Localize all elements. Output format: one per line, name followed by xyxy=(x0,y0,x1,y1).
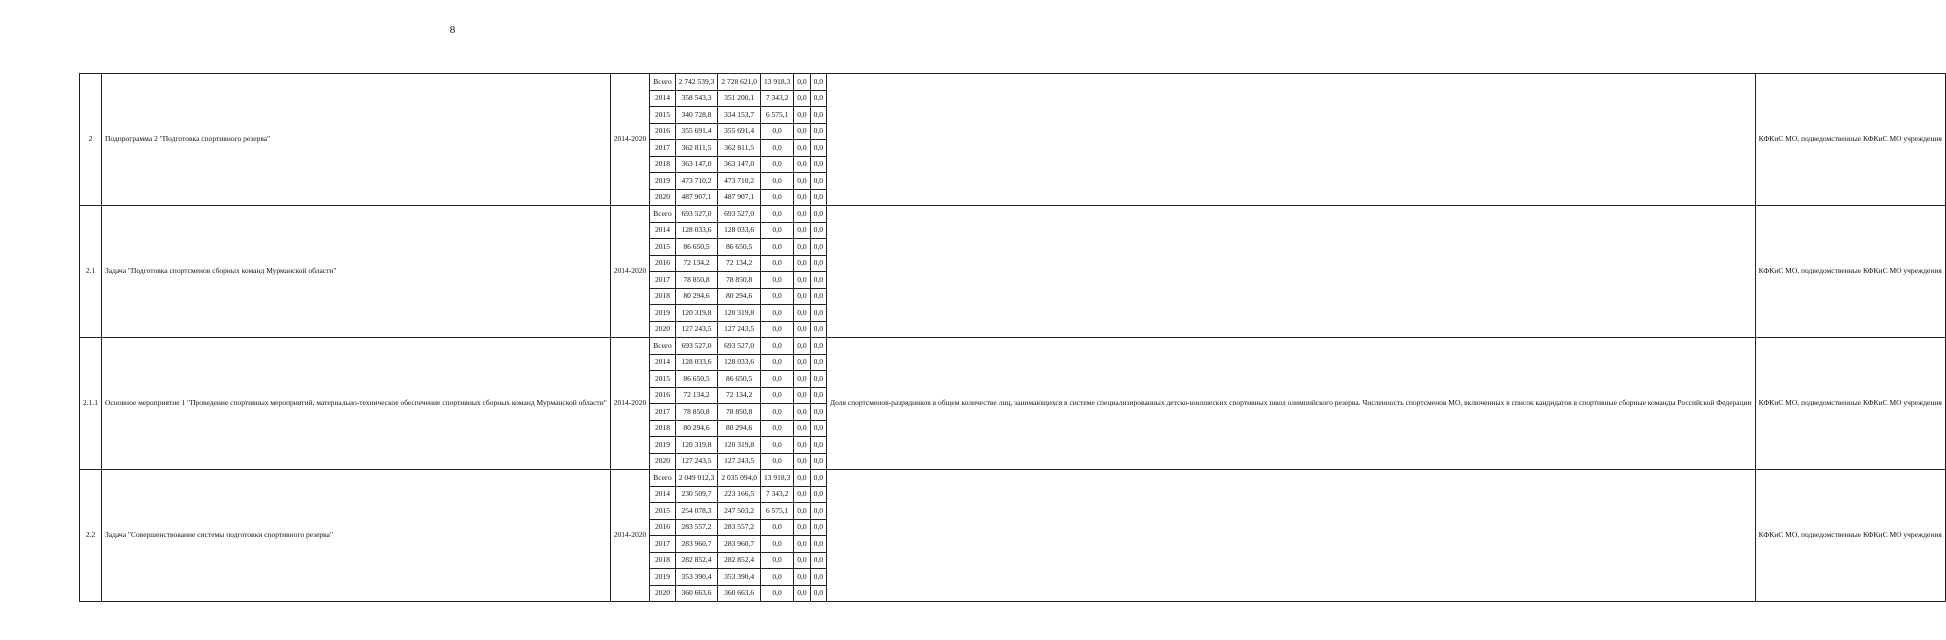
regional-budget-cell: 78 850,8 xyxy=(718,404,761,421)
other-sources-cell: 0,0 xyxy=(810,206,826,223)
total-cell: 127 243,5 xyxy=(675,453,718,470)
year-cell: 2014 xyxy=(650,354,675,371)
local-budget-cell: 0,0 xyxy=(794,140,810,157)
executor-cell: КФКиС МО, подведомственные КФКиС МО учреждения xyxy=(1755,470,1945,602)
federal-budget-cell: 0,0 xyxy=(760,519,793,536)
federal-budget-cell: 0,0 xyxy=(760,321,793,338)
regional-budget-cell: 80 294,6 xyxy=(718,420,761,437)
year-cell: 2015 xyxy=(650,371,675,388)
other-sources-cell: 0,0 xyxy=(810,371,826,388)
regional-budget-cell: 363 147,0 xyxy=(718,156,761,173)
other-sources-cell: 0,0 xyxy=(810,90,826,107)
year-cell: 2015 xyxy=(650,503,675,520)
federal-budget-cell: 0,0 xyxy=(760,552,793,569)
year-cell: Всего xyxy=(650,338,675,355)
total-cell: 78 850,8 xyxy=(675,272,718,289)
local-budget-cell: 0,0 xyxy=(794,420,810,437)
federal-budget-cell: 13 918,3 xyxy=(760,74,793,91)
other-sources-cell: 0,0 xyxy=(810,288,826,305)
total-cell: 78 850,8 xyxy=(675,404,718,421)
federal-budget-cell: 0,0 xyxy=(760,140,793,157)
regional-budget-cell: 693 527,0 xyxy=(718,338,761,355)
federal-budget-cell: 0,0 xyxy=(760,437,793,454)
regional-budget-cell: 127 243,5 xyxy=(718,453,761,470)
other-sources-cell: 0,0 xyxy=(810,552,826,569)
year-cell: 2020 xyxy=(650,585,675,602)
other-sources-cell: 0,0 xyxy=(810,437,826,454)
regional-budget-cell: 334 153,7 xyxy=(718,107,761,124)
total-cell: 128 033,6 xyxy=(675,222,718,239)
federal-budget-cell: 0,0 xyxy=(760,371,793,388)
year-cell: 2017 xyxy=(650,404,675,421)
other-sources-cell: 0,0 xyxy=(810,140,826,157)
regional-budget-cell: 120 319,8 xyxy=(718,437,761,454)
other-sources-cell: 0,0 xyxy=(810,74,826,91)
total-cell: 340 728,8 xyxy=(675,107,718,124)
other-sources-cell: 0,0 xyxy=(810,272,826,289)
local-budget-cell: 0,0 xyxy=(794,288,810,305)
regional-budget-cell: 223 166,5 xyxy=(718,486,761,503)
other-sources-cell: 0,0 xyxy=(810,321,826,338)
other-sources-cell: 0,0 xyxy=(810,420,826,437)
regional-budget-cell: 360 663,6 xyxy=(718,585,761,602)
federal-budget-cell: 0,0 xyxy=(760,272,793,289)
federal-budget-cell: 6 575,1 xyxy=(760,107,793,124)
other-sources-cell: 0,0 xyxy=(810,503,826,520)
regional-budget-cell: 693 527,0 xyxy=(718,206,761,223)
year-cell: 2019 xyxy=(650,437,675,454)
year-cell: 2016 xyxy=(650,387,675,404)
regional-budget-cell: 283 557,2 xyxy=(718,519,761,536)
year-cell: 2016 xyxy=(650,123,675,140)
regional-budget-cell: 127 243,5 xyxy=(718,321,761,338)
other-sources-cell: 0,0 xyxy=(810,338,826,355)
other-sources-cell: 0,0 xyxy=(810,305,826,322)
federal-budget-cell: 0,0 xyxy=(760,239,793,256)
federal-budget-cell: 0,0 xyxy=(760,222,793,239)
local-budget-cell: 0,0 xyxy=(794,470,810,487)
federal-budget-cell: 0,0 xyxy=(760,338,793,355)
regional-budget-cell: 128 033,6 xyxy=(718,354,761,371)
federal-budget-cell: 7 343,2 xyxy=(760,486,793,503)
local-budget-cell: 0,0 xyxy=(794,338,810,355)
local-budget-cell: 0,0 xyxy=(794,503,810,520)
total-cell: 473 710,2 xyxy=(675,173,718,190)
regional-budget-cell: 487 907,1 xyxy=(718,189,761,206)
row-index: 2.2 xyxy=(80,470,102,602)
table-row xyxy=(80,206,1946,223)
year-cell: Всего xyxy=(650,74,675,91)
regional-budget-cell: 128 033,6 xyxy=(718,222,761,239)
total-cell: 72 134,2 xyxy=(675,387,718,404)
total-cell: 2 742 539,3 xyxy=(675,74,718,91)
local-budget-cell: 0,0 xyxy=(794,519,810,536)
year-cell: 2019 xyxy=(650,569,675,586)
local-budget-cell: 0,0 xyxy=(794,74,810,91)
year-cell: 2020 xyxy=(650,321,675,338)
total-cell: 86 650,5 xyxy=(675,371,718,388)
regional-budget-cell: 355 691,4 xyxy=(718,123,761,140)
federal-budget-cell: 0,0 xyxy=(760,305,793,322)
local-budget-cell: 0,0 xyxy=(794,189,810,206)
year-cell: 2016 xyxy=(650,255,675,272)
federal-budget-cell: 0,0 xyxy=(760,189,793,206)
executor-cell: КФКиС МО, подведомственные КФКиС МО учреждения xyxy=(1755,74,1945,206)
total-cell: 254 078,3 xyxy=(675,503,718,520)
executor-cell: КФКиС МО, подведомственные КФКиС МО учреждения xyxy=(1755,338,1945,470)
other-sources-cell: 0,0 xyxy=(810,173,826,190)
local-budget-cell: 0,0 xyxy=(794,222,810,239)
regional-budget-cell: 247 503,2 xyxy=(718,503,761,520)
local-budget-cell: 0,0 xyxy=(794,536,810,553)
total-cell: 353 390,4 xyxy=(675,569,718,586)
local-budget-cell: 0,0 xyxy=(794,90,810,107)
total-cell: 283 960,7 xyxy=(675,536,718,553)
local-budget-cell: 0,0 xyxy=(794,354,810,371)
other-sources-cell: 0,0 xyxy=(810,239,826,256)
regional-budget-cell: 2 728 621,0 xyxy=(718,74,761,91)
year-cell: 2018 xyxy=(650,420,675,437)
regional-budget-cell: 120 319,8 xyxy=(718,305,761,322)
year-cell: 2018 xyxy=(650,288,675,305)
year-cell: 2019 xyxy=(650,173,675,190)
local-budget-cell: 0,0 xyxy=(794,552,810,569)
row-period: 2014-2020 xyxy=(610,206,650,338)
regional-budget-cell: 351 200,1 xyxy=(718,90,761,107)
local-budget-cell: 0,0 xyxy=(794,437,810,454)
other-sources-cell: 0,0 xyxy=(810,107,826,124)
local-budget-cell: 0,0 xyxy=(794,569,810,586)
local-budget-cell: 0,0 xyxy=(794,173,810,190)
regional-budget-cell: 72 134,2 xyxy=(718,387,761,404)
other-sources-cell: 0,0 xyxy=(810,470,826,487)
local-budget-cell: 0,0 xyxy=(794,239,810,256)
regional-budget-cell: 362 811,5 xyxy=(718,140,761,157)
regional-budget-cell: 473 710,2 xyxy=(718,173,761,190)
table-row xyxy=(80,338,1946,355)
local-budget-cell: 0,0 xyxy=(794,255,810,272)
total-cell: 362 811,5 xyxy=(675,140,718,157)
other-sources-cell: 0,0 xyxy=(810,387,826,404)
federal-budget-cell: 0,0 xyxy=(760,569,793,586)
budget-table xyxy=(79,73,1946,602)
year-cell: 2014 xyxy=(650,222,675,239)
year-cell: 2017 xyxy=(650,272,675,289)
regional-budget-cell: 282 852,4 xyxy=(718,552,761,569)
local-budget-cell: 0,0 xyxy=(794,305,810,322)
year-cell: 2019 xyxy=(650,305,675,322)
indicator-cell xyxy=(826,74,1755,206)
local-budget-cell: 0,0 xyxy=(794,272,810,289)
total-cell: 693 527,0 xyxy=(675,206,718,223)
other-sources-cell: 0,0 xyxy=(810,453,826,470)
other-sources-cell: 0,0 xyxy=(810,156,826,173)
regional-budget-cell: 78 850,8 xyxy=(718,272,761,289)
total-cell: 282 852,4 xyxy=(675,552,718,569)
federal-budget-cell: 0,0 xyxy=(760,585,793,602)
indicator-cell xyxy=(826,206,1755,338)
row-name: Подпрограмма 2 "Подготовка спортивного резерва" xyxy=(102,74,611,206)
total-cell: 363 147,0 xyxy=(675,156,718,173)
other-sources-cell: 0,0 xyxy=(810,354,826,371)
row-name: Основное мероприятие 1 "Проведение спортивных мероприятий, материально-техническое обеспечение спортивных сборных команд Мурманской области" xyxy=(102,338,611,470)
regional-budget-cell: 283 960,7 xyxy=(718,536,761,553)
row-name: Задача "Совершенствование системы подготовки спортивного резерва" xyxy=(102,470,611,602)
total-cell: 358 543,3 xyxy=(675,90,718,107)
federal-budget-cell: 13 918,3 xyxy=(760,470,793,487)
local-budget-cell: 0,0 xyxy=(794,585,810,602)
local-budget-cell: 0,0 xyxy=(794,321,810,338)
total-cell: 693 527,0 xyxy=(675,338,718,355)
local-budget-cell: 0,0 xyxy=(794,107,810,124)
federal-budget-cell: 0,0 xyxy=(760,354,793,371)
indicator-cell: Доля спортсменов-разрядников в общем количестве лиц, занимающихся в системе специализированных детско-юношеских спортивных школ олимпийского резерва. Численность спортсменов МО, включенных в список кандидатов в спортивные сборные команды Российской Федерации xyxy=(826,338,1755,470)
total-cell: 283 557,2 xyxy=(675,519,718,536)
year-cell: Всего xyxy=(650,206,675,223)
total-cell: 128 033,6 xyxy=(675,354,718,371)
total-cell: 120 319,8 xyxy=(675,437,718,454)
other-sources-cell: 0,0 xyxy=(810,255,826,272)
local-budget-cell: 0,0 xyxy=(794,453,810,470)
federal-budget-cell: 7 343,2 xyxy=(760,90,793,107)
local-budget-cell: 0,0 xyxy=(794,404,810,421)
local-budget-cell: 0,0 xyxy=(794,123,810,140)
total-cell: 355 691,4 xyxy=(675,123,718,140)
total-cell: 360 663,6 xyxy=(675,585,718,602)
total-cell: 120 319,8 xyxy=(675,305,718,322)
total-cell: 86 650,5 xyxy=(675,239,718,256)
year-cell: 2016 xyxy=(650,519,675,536)
federal-budget-cell: 0,0 xyxy=(760,173,793,190)
other-sources-cell: 0,0 xyxy=(810,189,826,206)
regional-budget-cell: 80 294,6 xyxy=(718,288,761,305)
other-sources-cell: 0,0 xyxy=(810,404,826,421)
federal-budget-cell: 0,0 xyxy=(760,206,793,223)
year-cell: 2014 xyxy=(650,90,675,107)
other-sources-cell: 0,0 xyxy=(810,519,826,536)
year-cell: 2015 xyxy=(650,239,675,256)
federal-budget-cell: 0,0 xyxy=(760,255,793,272)
federal-budget-cell: 0,0 xyxy=(760,123,793,140)
total-cell: 2 049 012,3 xyxy=(675,470,718,487)
local-budget-cell: 0,0 xyxy=(794,387,810,404)
regional-budget-cell: 72 134,2 xyxy=(718,255,761,272)
year-cell: 2015 xyxy=(650,107,675,124)
regional-budget-cell: 353 390,4 xyxy=(718,569,761,586)
total-cell: 72 134,2 xyxy=(675,255,718,272)
row-period: 2014-2020 xyxy=(610,470,650,602)
regional-budget-cell: 2 035 094,0 xyxy=(718,470,761,487)
local-budget-cell: 0,0 xyxy=(794,371,810,388)
regional-budget-cell: 86 650,5 xyxy=(718,371,761,388)
year-cell: 2018 xyxy=(650,156,675,173)
total-cell: 127 243,5 xyxy=(675,321,718,338)
federal-budget-cell: 0,0 xyxy=(760,156,793,173)
row-period: 2014-2020 xyxy=(610,74,650,206)
total-cell: 80 294,6 xyxy=(675,420,718,437)
row-index: 2.1.1 xyxy=(80,338,102,470)
year-cell: 2020 xyxy=(650,189,675,206)
budget-table-body xyxy=(80,74,1946,602)
regional-budget-cell: 86 650,5 xyxy=(718,239,761,256)
year-cell: 2020 xyxy=(650,453,675,470)
executor-cell: КФКиС МО, подведомственные КФКиС МО учреждения xyxy=(1755,206,1945,338)
local-budget-cell: 0,0 xyxy=(794,156,810,173)
row-name: Задача "Подготовка спортсменов сборных команд Мурманской области" xyxy=(102,206,611,338)
other-sources-cell: 0,0 xyxy=(810,222,826,239)
federal-budget-cell: 0,0 xyxy=(760,453,793,470)
other-sources-cell: 0,0 xyxy=(810,585,826,602)
other-sources-cell: 0,0 xyxy=(810,536,826,553)
year-cell: 2017 xyxy=(650,140,675,157)
year-cell: Всего xyxy=(650,470,675,487)
page-number: 8 xyxy=(449,24,456,36)
other-sources-cell: 0,0 xyxy=(810,123,826,140)
federal-budget-cell: 0,0 xyxy=(760,420,793,437)
federal-budget-cell: 0,0 xyxy=(760,288,793,305)
total-cell: 230 509,7 xyxy=(675,486,718,503)
table-row xyxy=(80,470,1946,487)
federal-budget-cell: 6 575,1 xyxy=(760,503,793,520)
year-cell: 2018 xyxy=(650,552,675,569)
local-budget-cell: 0,0 xyxy=(794,486,810,503)
total-cell: 487 907,1 xyxy=(675,189,718,206)
row-index: 2.1 xyxy=(80,206,102,338)
federal-budget-cell: 0,0 xyxy=(760,404,793,421)
row-index: 2 xyxy=(80,74,102,206)
row-period: 2014-2020 xyxy=(610,338,650,470)
federal-budget-cell: 0,0 xyxy=(760,387,793,404)
federal-budget-cell: 0,0 xyxy=(760,536,793,553)
year-cell: 2014 xyxy=(650,486,675,503)
table-row xyxy=(80,74,1946,91)
total-cell: 80 294,6 xyxy=(675,288,718,305)
other-sources-cell: 0,0 xyxy=(810,486,826,503)
other-sources-cell: 0,0 xyxy=(810,569,826,586)
year-cell: 2017 xyxy=(650,536,675,553)
local-budget-cell: 0,0 xyxy=(794,206,810,223)
indicator-cell xyxy=(826,470,1755,602)
